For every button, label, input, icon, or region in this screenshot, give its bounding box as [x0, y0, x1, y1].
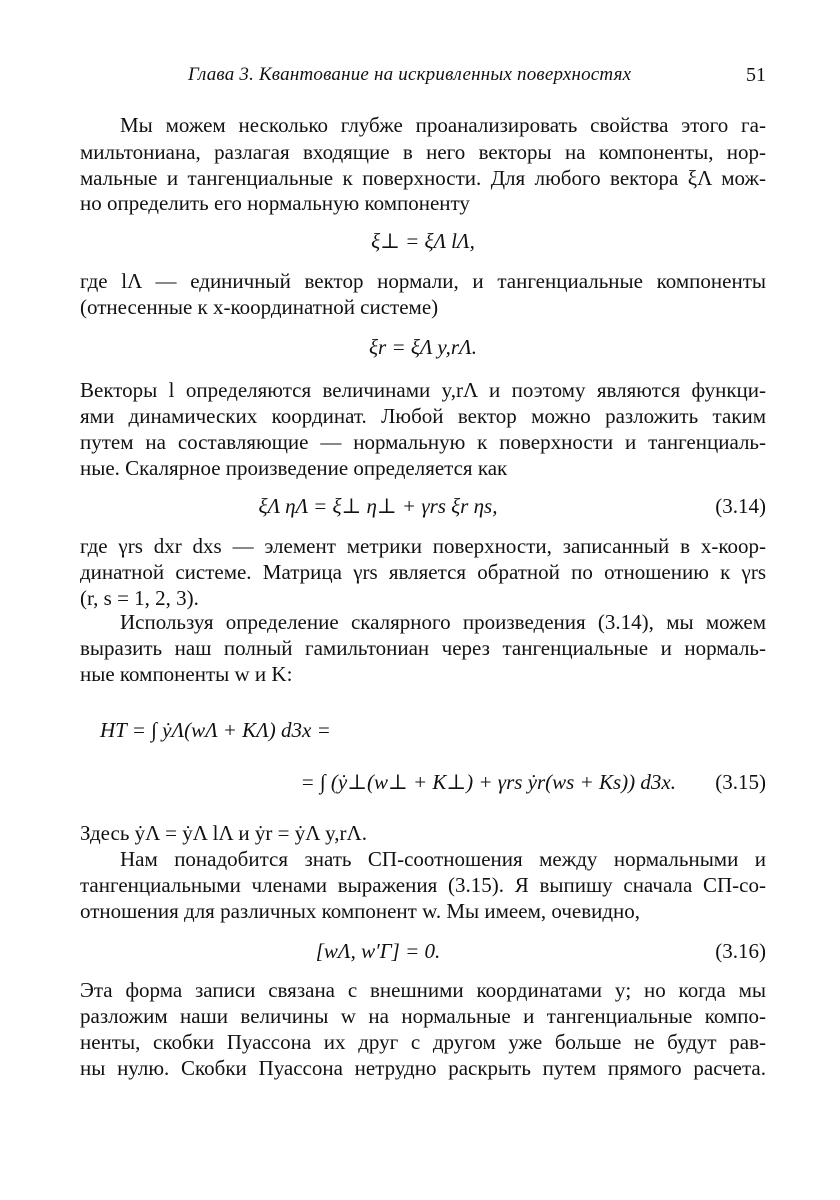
- text-line: мильтониана, разлагая входящие в него векторы на компоненты, нор-: [80, 140, 766, 164]
- equation-3-16: [wΛ, w′Γ] = 0. (3.16): [315, 939, 766, 963]
- text-line: Используя определение скалярного произведения (3.14), мы можем: [120, 610, 766, 634]
- equation-3-15-line1: HT = ∫ ẏΛ(wΛ + KΛ) d3x =: [100, 718, 331, 742]
- page-number: 51: [746, 64, 766, 86]
- equation-number: (3.14): [715, 494, 766, 518]
- equation-number: (3.15): [715, 770, 766, 794]
- text-line: разложим наши величины w на нормальные и тангенциальные компо-: [80, 1004, 766, 1028]
- text-line: но определить его нормальную компоненту: [80, 191, 470, 215]
- text-line: путем на составляющие — нормальную к поверхности и тангенциаль-: [80, 430, 766, 454]
- text-line: ные. Скалярное произведение определяется как: [80, 456, 508, 480]
- text-line: Эта форма записи связана с внешними координатами y; но когда мы: [80, 978, 766, 1002]
- text-line: ны нулю. Скобки Пуассона нетрудно раскрыть путем прямого расчета.: [80, 1056, 766, 1080]
- running-head: Глава 3. Квантование на искривленных поверхностях: [188, 64, 632, 85]
- text-line: Векторы l определяются величинами y,rΛ и поэтому являются функци-: [80, 378, 766, 402]
- text-line: ные компоненты w и K:: [80, 662, 293, 686]
- equation-3-14: ξΛ ηΛ = ξ⊥ η⊥ + γrs ξr ηs, (3.14): [258, 494, 766, 518]
- text-line: Здесь ẏΛ = ẏΛ lΛ и ẏr = ẏΛ y,rΛ.: [80, 821, 368, 845]
- text-line: (r, s = 1, 2, 3).: [80, 586, 199, 610]
- text-line: динатной системе. Матрица γrs является обратной по отношению к γrs: [80, 560, 766, 584]
- text-line: ненты, скобки Пуассона их друг с другом уже больше не будут рав-: [80, 1030, 766, 1054]
- equation-number: (3.16): [715, 939, 766, 963]
- text-line: ями динамических координат. Любой вектор можно разложить таким: [80, 404, 766, 428]
- text-line: тангенциальными членами выражения (3.15). Я выпишу сначала СП-со-: [80, 873, 766, 897]
- equation-tangential-component: ξr = ξΛ y,rΛ.: [369, 335, 477, 359]
- text-line: мальные и тангенциальные к поверхности. Для любого вектора ξΛ мож-: [80, 166, 766, 190]
- equation-3-15-line2: = ∫ (ẏ⊥(w⊥ + K⊥) + γrs ẏr(ws + Ks)) d3x. (3.15): [300, 770, 766, 794]
- page-header: [80, 64, 766, 94]
- text-line: где lΛ — единичный вектор нормали, и тангенциальные компоненты: [80, 269, 766, 293]
- text-line: Нам понадобится знать СП-соотношения между нормальными и: [120, 847, 766, 871]
- text-line: где γrs dxr dxs — элемент метрики поверхности, записанный в x-коор-: [80, 534, 766, 558]
- equation-normal-component: ξ⊥ = ξΛ lΛ,: [371, 229, 475, 253]
- text-line: отношения для различных компонент w. Мы имеем, очевидно,: [80, 899, 641, 923]
- text-line: Мы можем несколько глубже проанализировать свойства этого га-: [120, 113, 766, 137]
- text-line: (отнесенные к x-координатной системе): [80, 295, 439, 319]
- text-line: выразить наш полный гамильтониан через тангенциальные и нормаль-: [80, 636, 766, 660]
